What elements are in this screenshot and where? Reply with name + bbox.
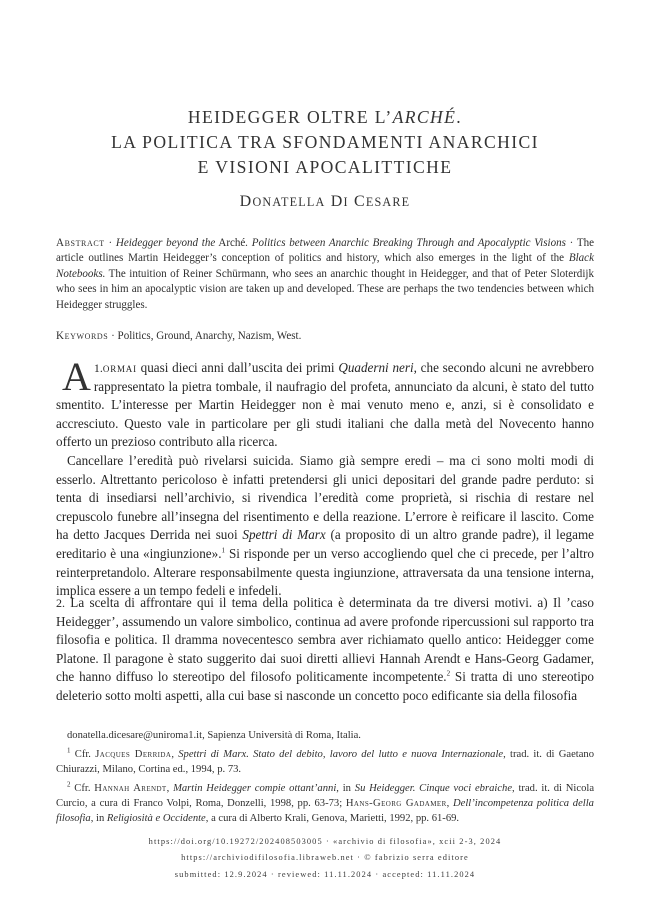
drop-cap: A bbox=[62, 354, 91, 399]
author-contact: donatella.dicesare@uniroma1.it, Sapienza Università di Roma, Italia. bbox=[67, 730, 361, 741]
footnotes bbox=[56, 728, 594, 830]
section-number: 2. bbox=[56, 596, 65, 610]
section-2-paragraph-1: 2. La scelta di affrontare qui il tema della politica è determinata da tre diversi motivi. a) Il ’caso Heidegger’, assumendo un valore simbolico, continua ad avere profonde ripercussioni sul rapporto tra filosofia e politica. Il dramma novecentesco sembra aver richiamato quello antico: Heidegger come Platone. Il paragone è stato suggerito dai suoi diretti allievi Hannah Arendt e Hans-Georg Gadamer, che hanno diffuso lo stereotipo del filosofo politicamente incompetente.$^2$ Si tratta di uno stereotipo deleterio sotto molti aspetti, alla cui base si nasconde un concetto poco edificante sia della filosofia bbox=[56, 595, 594, 703]
keywords: Keywords · Politics, Ground, Anarchy, Nazism, West. bbox=[56, 330, 302, 342]
article-title bbox=[56, 105, 594, 180]
doi-line[interactable]: https://doi.org/10.19272/202408503005 · «archivio di filosofia», xcii 2-3, 2024 bbox=[148, 837, 502, 846]
title-line-3: E VISIONI APOCALITTICHE bbox=[197, 157, 453, 177]
section-1-paragraph-1: 1. A ormai quasi dieci anni dall’uscita dei primi Quaderni neri, che secondo alcuni ne avrebbero rappresentato la pietra tombale, il naufragio del profeta, annunciato da alcuni, è stato del tutto smentito. L’interesse per Martin Heidegger non è mai venuto meno e, anzi, si è consolidato e accresciuto. Questo vale in particolare per gli studi italiani che dalla metà del Novecento hanno offerto un prezioso contributo alla ricerca. bbox=[56, 354, 595, 450]
journal-url-line[interactable]: https://archiviodifilosofia.libraweb.net · © fabrizio serra editore bbox=[181, 853, 469, 862]
section-2 bbox=[56, 594, 594, 706]
keywords-list: Politics, Ground, Anarchy, Nazism, West. bbox=[117, 330, 302, 342]
abstract-label: Abstract bbox=[56, 237, 105, 249]
abstract-title: Heidegger beyond the bbox=[115, 237, 216, 249]
footnote-ref-2[interactable]: 2 bbox=[446, 670, 451, 678]
title-line-1: HEIDEGGER OLTRE L’ARCHÉ. bbox=[187, 107, 463, 127]
section-1-paragraph-2: Cancellare l’eredità può rivelarsi suicida. Siamo già sempre eredi – ma ci sono molti modi di esserlo. Altrettanto pericoloso è infatti pretendersi gli unici depositari del grande padre perduto: si tenta di insediarsi nell’archivio, si rivendica l’eredità come proprietà, si rischia di restare nel crepuscolo funebre all’insegna del risentimento e della reazione. L’errore è reificare il lascito. Come ha detto Jacques Derrida nei suoi Spettri di Marx (a proposito di un altro grande padre), il legame ereditario è una «ingiunzione».$^1$ Si risponde per un verso accogliendo quel che ci precede, per l’altro reinterpretandolo. Alterare responsabilmente questa ingiunzione, attraversata da una tensione interna, implica essere a un tempo fedeli e infedeli. bbox=[56, 452, 594, 599]
footnote-1: $^1$ Cfr. Jacques Derrida, Spettri di Marx. Stato del debito, lavoro del lutto e nuova Internazionale, trad. it. di Gaetano Chiurazzi, Milano, Cortina ed., 1994, p. 73. bbox=[56, 746, 595, 775]
keywords-label: Keywords bbox=[56, 330, 109, 342]
footnote-2: $^2$ Cfr. Hannah Arendt, Martin Heidegger compie ottant’anni, in Su Heidegger. Cinque voci ebraiche, trad. it. di Nicola Curcio, a cura di Franco Volpi, Roma, Donzelli, 1998, pp. 63-73; Hans-Georg Gadamer, Dell’incompetenza politica della filosofia, in Religiosità e Occidente, a cura di Alberto Krali, Genova, Marietti, 1992, pp. 61-69. bbox=[56, 780, 595, 824]
section-number: 1. bbox=[93, 361, 103, 375]
title-line-2: LA POLITICA TRA SFONDAMENTI ANARCHICI bbox=[111, 132, 539, 152]
footnote-ref-1[interactable]: 1 bbox=[221, 546, 225, 555]
submission-dates: submitted: 12.9.2024 · reviewed: 11.11.2024 · accepted: 11.11.2024 bbox=[174, 870, 476, 879]
author-name: DONATELLA DI CESARE bbox=[239, 193, 411, 210]
abstract: Abstract · Heidegger beyond the Arché. Politics between Anarchic Breaking Through and Apocalyptic Visions · The article outlines Martin Heidegger’s conception of politics and history, which also emerges in the light of the Black Notebooks. The intuition of Reiner Schürmann, who sees an anarchic thought in Heidegger, and that of Peter Sloterdijk who sees in him an apocalyptic vision are taken up and developed. These are perhaps the two tendencies between which Heidegger struggles. bbox=[56, 237, 595, 311]
section-1 bbox=[56, 354, 595, 601]
